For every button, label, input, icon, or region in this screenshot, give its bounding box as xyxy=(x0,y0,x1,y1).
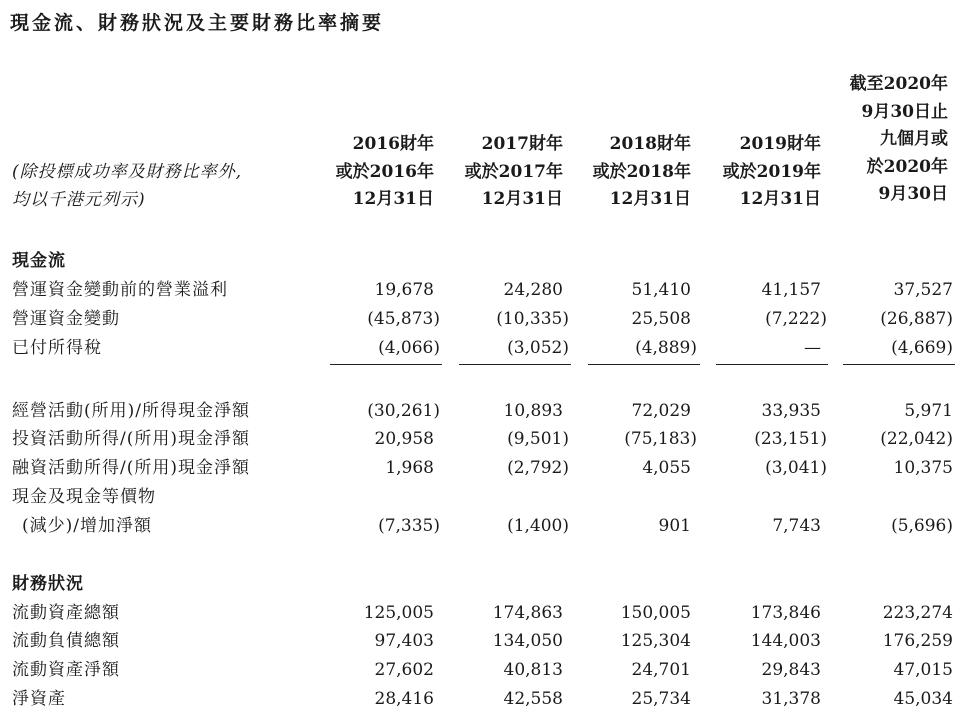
cell-2017: (9,501) xyxy=(507,429,569,449)
cell-2018: 150,005 xyxy=(620,603,691,623)
cell-2016: 1,968 xyxy=(385,458,434,478)
cell-2016: (7,335) xyxy=(378,516,440,536)
table-row xyxy=(0,334,971,362)
cell-2019: 41,157 xyxy=(761,280,821,300)
cell-2016: 28,416 xyxy=(374,689,434,709)
cell-2017: (2,792) xyxy=(507,458,569,478)
table-row xyxy=(0,656,971,684)
cell-2020-9m: (22,042) xyxy=(880,429,953,449)
cell-2016: 97,403 xyxy=(374,631,434,651)
cell-2020-9m: 176,259 xyxy=(882,631,953,651)
cell-2016: (4,066) xyxy=(378,338,440,358)
cell-2017: (3,052) xyxy=(507,338,569,358)
row-label: 流動負債總額 xyxy=(12,631,120,651)
cell-2018: 4,055 xyxy=(642,458,691,478)
table-row xyxy=(0,599,971,627)
column-header-2020-9m: 截至2020年 9月30日止 九個月或 於2020年 9月30日 xyxy=(849,74,948,204)
cell-2020-9m: (5,696) xyxy=(891,516,953,536)
cell-2020-9m: 223,274 xyxy=(882,603,953,623)
cell-2018: (75,183) xyxy=(624,429,697,449)
cell-2016: 19,678 xyxy=(374,280,434,300)
row-label: (減少)/增加淨額 xyxy=(22,516,152,536)
table-row xyxy=(0,627,971,655)
subtotal-rule-2020-9m xyxy=(843,364,955,365)
row-label: 經營活動(所用)/所得現金淨額 xyxy=(12,401,250,421)
cell-2017: 40,813 xyxy=(503,660,563,680)
table-row xyxy=(0,454,971,482)
section-heading-row xyxy=(0,247,971,275)
subtotal-rule-2019 xyxy=(716,364,828,365)
cell-2020-9m: 47,015 xyxy=(893,660,953,680)
table-row xyxy=(0,276,971,304)
cell-2017: 134,050 xyxy=(492,631,563,651)
cell-2016: (30,261) xyxy=(367,401,440,421)
cell-2019: (23,151) xyxy=(754,429,827,449)
row-label: 淨資產 xyxy=(12,689,66,709)
page-title: 現金流、財務狀況及主要財務比率摘要 xyxy=(10,12,385,34)
cell-2020-9m: 10,375 xyxy=(893,458,953,478)
column-header-2018: 2018財年 或於2018年 12月31日 xyxy=(592,134,691,209)
subtotal-rule-2016 xyxy=(330,364,442,365)
row-label: 營運資金變動 xyxy=(12,309,120,329)
cell-2019: 7,743 xyxy=(772,516,821,536)
cell-2019: 144,003 xyxy=(750,631,821,651)
cell-2018: 72,029 xyxy=(631,401,691,421)
cell-2018: (4,889) xyxy=(635,338,697,358)
row-label: 已付所得稅 xyxy=(12,338,102,358)
cell-2018: 125,304 xyxy=(620,631,691,651)
cell-2020-9m: (26,887) xyxy=(880,309,953,329)
cell-2019: (3,041) xyxy=(765,458,827,478)
cell-2018: 25,734 xyxy=(631,689,691,709)
cell-2017: 24,280 xyxy=(503,280,563,300)
cell-2019: 29,843 xyxy=(761,660,821,680)
cell-2017: 174,863 xyxy=(492,603,563,623)
column-header-2016: 2016財年 或於2016年 12月31日 xyxy=(335,134,434,209)
cell-2017: (1,400) xyxy=(507,516,569,536)
unit-note-line-2: 均以千港元列示) xyxy=(12,190,146,210)
cell-2020-9m: 45,034 xyxy=(893,689,953,709)
table-row xyxy=(0,483,971,511)
cell-2016: 125,005 xyxy=(363,603,434,623)
row-label: 流動資產總額 xyxy=(12,603,120,623)
cell-2018: 25,508 xyxy=(631,309,691,329)
row-label: 現金及現金等價物 xyxy=(12,487,156,507)
cell-2018: 51,410 xyxy=(631,280,691,300)
section-heading-financial-position: 財務狀況 xyxy=(12,574,84,594)
cell-2016: 27,602 xyxy=(374,660,434,680)
table-row xyxy=(0,512,971,540)
cell-2020-9m: (4,669) xyxy=(891,338,953,358)
unit-note-line-1: (除投標成功率及財務比率外, xyxy=(12,162,243,182)
cell-2020-9m: 37,527 xyxy=(893,280,953,300)
cell-2016: (45,873) xyxy=(367,309,440,329)
table-row xyxy=(0,685,971,713)
section-heading-cash-flow: 現金流 xyxy=(12,251,66,271)
cell-2018: 901 xyxy=(658,516,691,536)
cell-2017: 42,558 xyxy=(503,689,563,709)
column-header-2019: 2019財年 或於2019年 12月31日 xyxy=(722,134,821,209)
subtotal-rule-2018 xyxy=(588,364,700,365)
cell-2017: 10,893 xyxy=(503,401,563,421)
row-label: 融資活動所得/(所用)現金淨額 xyxy=(12,458,250,478)
cell-2018: 24,701 xyxy=(631,660,691,680)
unit-note xyxy=(12,158,242,214)
row-label: 投資活動所得/(所用)現金淨額 xyxy=(12,429,250,449)
cell-2019: — xyxy=(804,338,821,358)
cell-2020-9m: 5,971 xyxy=(904,401,953,421)
row-label: 營運資金變動前的營業溢利 xyxy=(12,280,228,300)
cell-2016: 20,958 xyxy=(374,429,434,449)
cell-2019: 31,378 xyxy=(761,689,821,709)
table-row xyxy=(0,397,971,425)
table-row xyxy=(0,425,971,453)
table-row xyxy=(0,305,971,333)
column-header-2017: 2017財年 或於2017年 12月31日 xyxy=(464,134,563,209)
subtotal-rule-2017 xyxy=(459,364,571,365)
cell-2019: 173,846 xyxy=(750,603,821,623)
cell-2019: (7,222) xyxy=(765,309,827,329)
cell-2019: 33,935 xyxy=(761,401,821,421)
section-heading-row xyxy=(0,570,971,598)
cell-2017: (10,335) xyxy=(496,309,569,329)
row-label: 流動資產淨額 xyxy=(12,660,120,680)
